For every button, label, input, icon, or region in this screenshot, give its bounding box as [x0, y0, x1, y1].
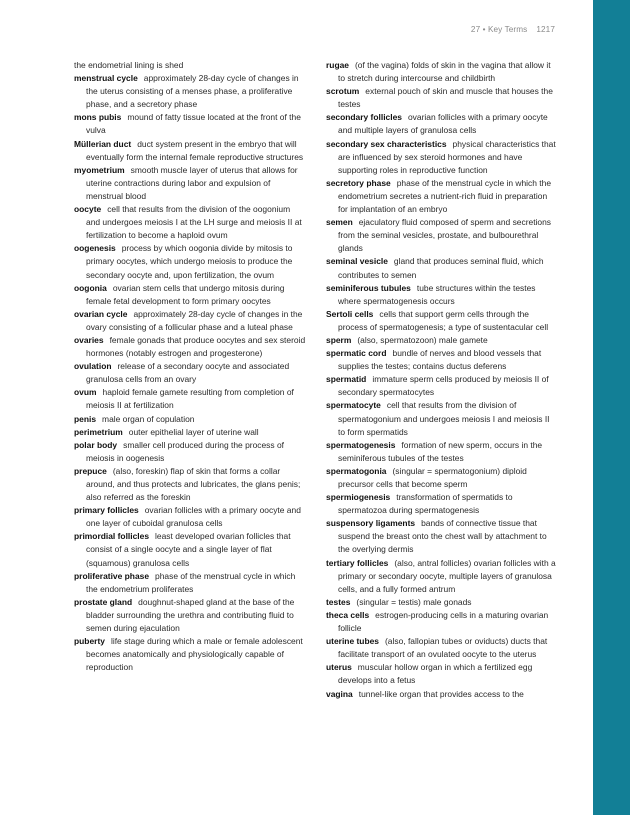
- glossary-term: testes: [326, 596, 351, 607]
- glossary-definition: smooth muscle layer of uterus that allows for uterine contractions during labor and expulsion of menstrual blood: [86, 164, 298, 201]
- glossary-term: secondary follicles: [326, 112, 402, 123]
- glossary-definition: gland that produces seminal fluid, which contributes to semen: [338, 256, 544, 280]
- glossary-term: oogonia: [74, 282, 107, 293]
- glossary-definition: bundle of nerves and blood vessels that supplies the testes; contains ductus deferens: [338, 348, 542, 372]
- glossary-entry: [326, 688, 556, 701]
- glossary-entry: [74, 334, 306, 360]
- glossary-term: prostate gland: [74, 596, 133, 607]
- glossary-term: sperm: [326, 334, 352, 345]
- glossary-term: perimetrium: [74, 426, 123, 437]
- glossary-term: ovarian cycle: [74, 308, 128, 319]
- glossary-entry: [74, 504, 306, 530]
- glossary-term: puberty: [74, 636, 105, 647]
- glossary-term: secretory phase: [326, 177, 391, 188]
- glossary-definition: formation of new sperm, occurs in the seminiferous tubules of the testes: [338, 439, 543, 463]
- glossary-term: spermiogenesis: [326, 492, 391, 503]
- glossary-definition: estrogen-producing cells in a maturing ovarian follicle: [338, 609, 549, 634]
- glossary-term: secondary sex characteristics: [326, 138, 447, 149]
- glossary-entry: [74, 164, 306, 203]
- glossary-entry: [326, 635, 556, 661]
- glossary-term: oocyte: [74, 204, 102, 215]
- side-color-bar: [593, 0, 630, 815]
- glossary-definition: cells that support germ cells through the process of spermatogenesis; a type of sustentacular cell: [338, 308, 549, 332]
- glossary-definition: release of a secondary oocyte and associated granulosa cells from an ovary: [86, 361, 290, 385]
- glossary-column-right: [326, 59, 556, 701]
- glossary-term: proliferative phase: [74, 570, 150, 581]
- glossary-term: spermatid: [326, 374, 367, 385]
- glossary-definition: (of the vagina) folds of skin in the vagina that allow it to stretch during intercourse and childbirth: [338, 60, 551, 84]
- glossary-term: spermatic cord: [326, 348, 387, 359]
- glossary-term: seminiferous tubules: [326, 282, 411, 293]
- glossary-entry: [326, 177, 556, 216]
- glossary-term: uterus: [326, 662, 352, 673]
- glossary-term: vagina: [326, 688, 353, 699]
- glossary-definition: bands of connective tissue that suspend the breast onto the chest wall by attachment to the overlying dermis: [338, 518, 547, 555]
- glossary-definition: approximately 28-day cycle of changes in the ovary consisting of a follicular phase and a luteal phase: [86, 308, 303, 332]
- glossary-entry: [74, 308, 306, 334]
- glossary-entry: [326, 85, 556, 111]
- glossary-term: tertiary follicles: [326, 557, 389, 568]
- glossary-entry: [326, 216, 556, 255]
- glossary-column-left: [74, 59, 306, 674]
- glossary-entry: [326, 491, 556, 517]
- glossary-definition: immature sperm cells produced by meiosis II of secondary spermatocytes: [338, 374, 549, 398]
- glossary-term: myometrium: [74, 164, 125, 175]
- glossary-entry: [74, 439, 306, 465]
- glossary-definition: phase of the menstrual cycle in which the endometrium secretes a nutrient-rich fluid in preparation for implantation of an embryo: [338, 177, 552, 215]
- glossary-entry: [74, 530, 306, 569]
- glossary-definition: outer epithelial layer of uterine wall: [128, 426, 259, 437]
- glossary-entry: [326, 517, 556, 556]
- glossary-definition: ejaculatory fluid composed of sperm and secretions from the seminal vesicles, prostate, and bulbourethral glands: [338, 217, 552, 254]
- glossary-definition: ovarian follicles with a primary oocyte and multiple layers of granulosa cells: [338, 112, 548, 136]
- glossary-entry: [74, 570, 306, 596]
- glossary-definition: (singular = spermatogonium) diploid precursor cells that become sperm: [338, 465, 527, 489]
- glossary-definition: muscular hollow organ in which a fertilized egg develops into a fetus: [338, 662, 533, 686]
- glossary-term: prepuce: [74, 465, 107, 476]
- glossary-term: uterine tubes: [326, 636, 379, 647]
- glossary-term: semen: [326, 217, 353, 228]
- page-number: 1217: [536, 25, 555, 34]
- glossary-definition: tube structures within the testes where spermatogenesis occurs: [338, 282, 536, 306]
- glossary-definition: female gonads that produce oocytes and sex steroid hormones (notably estrogen and progesterone): [86, 334, 306, 359]
- glossary-entry: [326, 596, 556, 609]
- glossary-entry: [326, 465, 556, 491]
- glossary-definition: phase of the menstrual cycle in which the endometrium proliferates: [86, 570, 296, 594]
- glossary-definition: life stage during which a male or female adolescent becomes anatomically and physiologically capable of reproduction: [86, 636, 303, 673]
- glossary-definition: male organ of copulation: [102, 413, 195, 424]
- glossary-definition: external pouch of skin and muscle that houses the testes: [338, 86, 553, 110]
- glossary-definition: cell that results from the division of the oogonium and undergoes meiosis I at the LH surge and meiosis II at fertilization to become a haploid ovum: [86, 204, 302, 241]
- glossary-definition: haploid female gamete resulting from completion of meiosis II at fertilization: [86, 387, 294, 411]
- glossary-definition: smaller cell produced during the process of meiosis in oogenesis: [86, 439, 285, 463]
- glossary-definition: doughnut-shaped gland at the base of the bladder surrounding the urethra and contributing fluid to semen during ejaculation: [86, 596, 295, 634]
- glossary-term: ovum: [74, 387, 97, 398]
- glossary-term: Müllerian duct: [74, 138, 132, 149]
- glossary-entry: [74, 72, 306, 111]
- glossary-term: rugae: [326, 60, 349, 70]
- glossary-entry: [326, 661, 556, 687]
- glossary-term: theca cells: [326, 609, 370, 620]
- glossary-term: polar body: [74, 439, 118, 450]
- glossary-entry: [74, 138, 306, 164]
- glossary-definition: the endometrial lining is shed: [74, 60, 184, 70]
- glossary-term: primary follicles: [74, 505, 139, 516]
- glossary-definition: tunnel-like organ that provides access to the: [358, 688, 524, 699]
- glossary-entry: [326, 334, 556, 347]
- glossary-entry: [74, 596, 306, 635]
- glossary-definition: (also, spermatozoon) male gamete: [357, 334, 488, 345]
- glossary-entry: [74, 635, 306, 674]
- glossary-definition: least developed ovarian follicles that consist of a single oocyte and a single layer of flat (squamous) granulosa cells: [86, 531, 291, 568]
- glossary-entry: [74, 282, 306, 308]
- glossary-term: mons pubis: [74, 112, 122, 123]
- glossary-term: spermatocyte: [326, 400, 381, 411]
- glossary-definition: (also, antral follicles) ovarian follicles with a primary or secondary oocyte, multiple layers of granulosa cells, and a fully formed antrum: [338, 557, 556, 594]
- glossary-term: Sertoli cells: [326, 308, 374, 319]
- glossary-definition: physical characteristics that are influenced by sex steroid hormones and have supporting roles in reproductive function: [338, 138, 556, 175]
- glossary-term: suspensory ligaments: [326, 518, 416, 529]
- glossary-entry: [326, 439, 556, 465]
- glossary-definition: cell that results from the division of spermatogonium and undergoes meiosis I and meiosis II to form spermatids: [338, 400, 550, 437]
- glossary-definition: transformation of spermatids to spermatozoa during spermatogenesis: [338, 492, 513, 516]
- section-label: 27 • Key Terms: [470, 25, 528, 34]
- glossary-term: seminal vesicle: [326, 256, 388, 267]
- glossary-entry: [74, 465, 306, 504]
- glossary-term: menstrual cycle: [74, 73, 138, 84]
- glossary-definition: (also, foreskin) flap of skin that forms a collar around, and thus protects and lubricates, the glans penis; also referred as the foreskin: [86, 465, 301, 503]
- glossary-entry: [326, 347, 556, 373]
- glossary-entry: [326, 557, 556, 596]
- glossary-term: spermatogenesis: [326, 439, 396, 450]
- glossary-entry: [326, 111, 556, 137]
- glossary-entry: [326, 373, 556, 399]
- glossary-term: ovulation: [74, 361, 112, 372]
- glossary-definition: approximately 28-day cycle of changes in the uterus consisting of a menses phase, a proliferative phase, and a secretory phase: [86, 73, 299, 110]
- glossary-definition: ovarian follicles with a primary oocyte and one layer of cuboidal granulosa cells: [86, 505, 301, 529]
- glossary-definition: process by which oogonia divide by mitosis to primary oocytes, which undergo meiosis to produce the secondary oocyte and, upon fertilization, the ovum: [86, 243, 293, 280]
- glossary-term: primordial follicles: [74, 531, 150, 542]
- glossary-term: penis: [74, 413, 97, 424]
- glossary-entry: [74, 413, 306, 426]
- glossary-entry: [74, 242, 306, 281]
- glossary-definition: mound of fatty tissue located at the front of the vulva: [86, 112, 301, 136]
- glossary-entry: [326, 308, 556, 334]
- glossary-definition: ovarian stem cells that undergo mitosis during female fetal development to form primary oocytes: [86, 282, 285, 306]
- glossary-entry: [74, 360, 306, 386]
- glossary-term: scrotum: [326, 86, 360, 97]
- running-head: [471, 25, 555, 34]
- glossary-definition: duct system present in the embryo that will eventually form the internal female reproductive structures: [86, 138, 304, 162]
- glossary-entry: [326, 59, 556, 85]
- glossary-term: ovaries: [74, 334, 104, 345]
- glossary-entry: [74, 111, 306, 137]
- glossary-entry: [74, 426, 306, 439]
- glossary-term: spermatogonia: [326, 465, 387, 476]
- glossary-entry: [326, 255, 556, 281]
- glossary-entry: [326, 399, 556, 438]
- glossary-entry: [326, 282, 556, 308]
- glossary-entry: [74, 203, 306, 242]
- glossary-entry: [326, 609, 556, 635]
- glossary-entry: [74, 386, 306, 412]
- glossary-term: oogenesis: [74, 243, 116, 254]
- glossary-definition: (also, fallopian tubes or oviducts) ducts that facilitate transport of an ovulated oocyte to the uterus: [338, 636, 548, 660]
- glossary-entry: [326, 138, 556, 177]
- glossary-definition: (singular = testis) male gonads: [356, 596, 472, 607]
- glossary-entry: [74, 59, 306, 72]
